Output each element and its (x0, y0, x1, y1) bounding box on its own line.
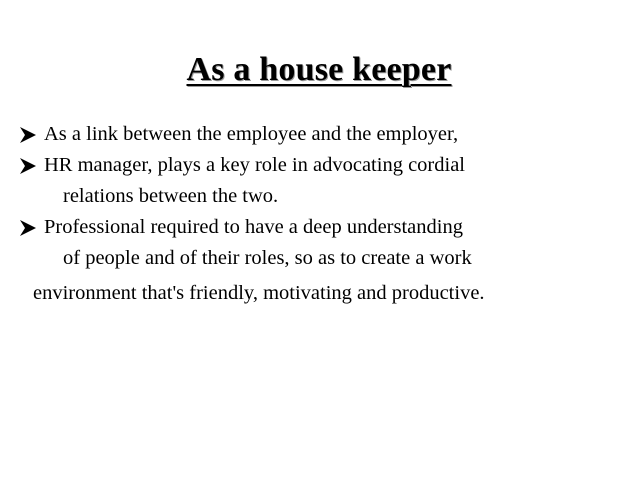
arrowhead-bullet-icon (18, 212, 44, 243)
bullet-item-1 (18, 119, 628, 150)
bullet-1-line-1: As a link between the employee and the employer, (44, 123, 459, 145)
bullet-item-2 (18, 150, 628, 181)
bullet-3-line-1: Professional required to have a deep understanding (44, 216, 463, 238)
bullet-2-line-2: relations between the two. (63, 185, 279, 207)
bullet-item-3 (18, 212, 628, 243)
bullet-2-line-1: HR manager, plays a key role in advocating cordial (44, 154, 465, 176)
bullet-list (18, 119, 628, 309)
arrowhead-bullet-icon (18, 150, 44, 181)
arrowhead-bullet-icon (18, 119, 44, 150)
slide-title: As a house keeper (186, 51, 452, 88)
bullet-3-line-3: environment that's friendly, motivating and productive. (33, 282, 485, 304)
bullet-3-line-2: of people and of their roles, so as to create a work (63, 247, 472, 269)
